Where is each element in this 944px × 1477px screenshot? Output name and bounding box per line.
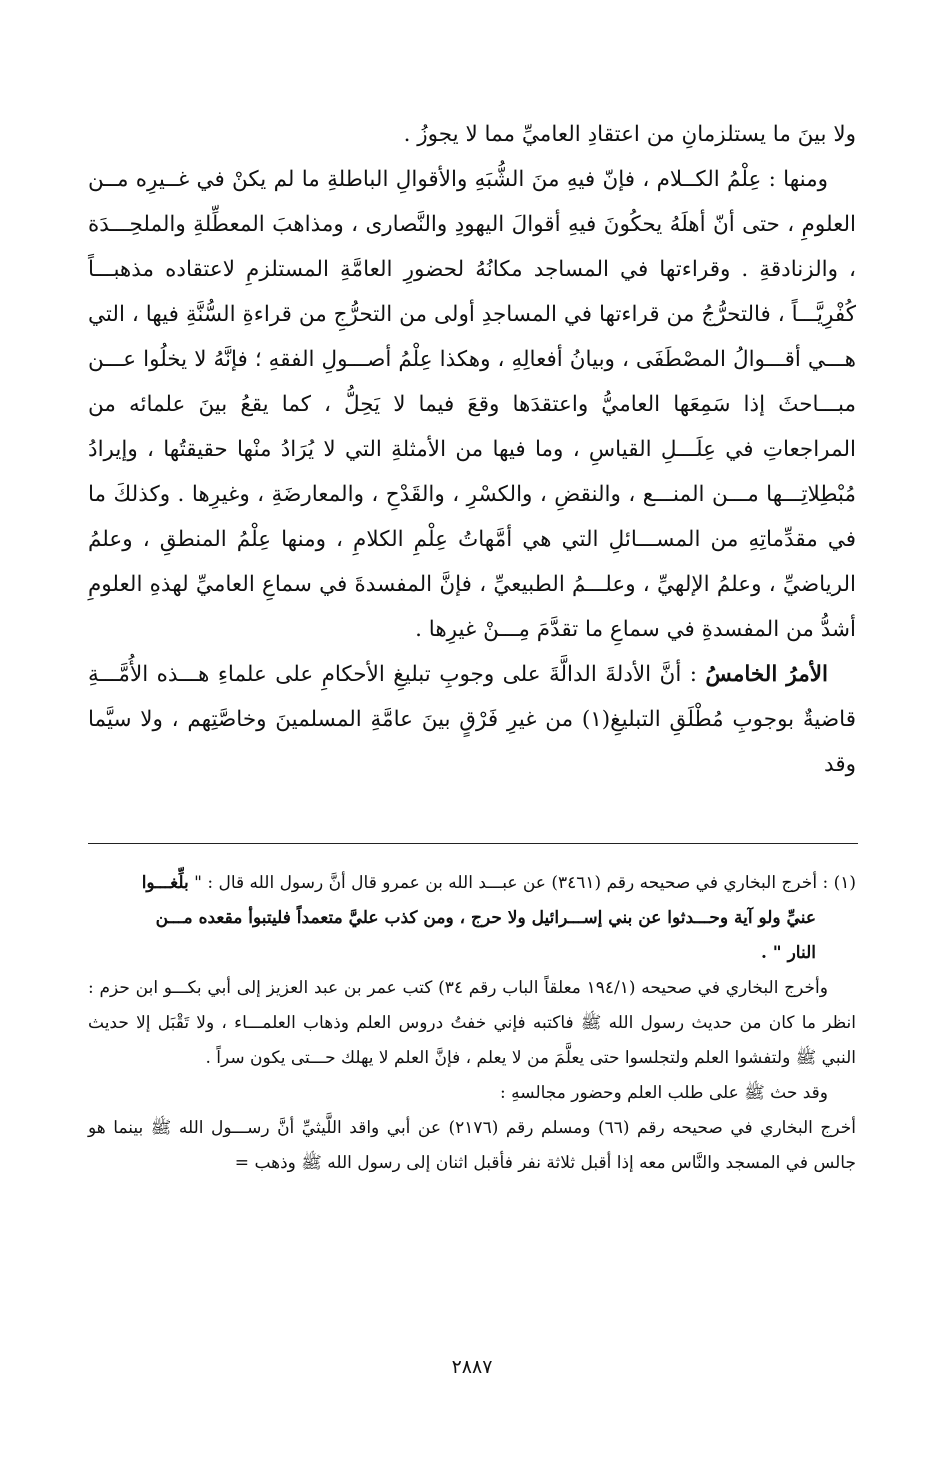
footnote-1-intro: (١) : أخرج البخاري في صحيحه رقم (٣٤٦١) عن عبـــد الله بن عمرو قال أنَّ رسول الله قال : " [188,873,856,893]
footnote-encouragement: وقد حث ﷺ على طلب العلم وحضور مجالسهِ : [500,1083,828,1103]
footnote-divider [88,843,858,844]
section-heading: الأمرُ الخامسُ [705,662,828,687]
footnote-1-hadith-line-2: عنيِّ ولو آية وحـــدثوا عن بني إســـرائيل ولا حرج ، ومن كذب عليَّ متعمداً فليتبوأ مقعده مـــن [155,908,816,928]
paragraph-fifth-matter [88,652,856,787]
footnote-1-hadith-start: بلِّغـــوا [141,873,189,893]
page-number: ٢٨٨٧ [451,1356,493,1378]
paragraph-kalam: ومنها : عِلْمُ الكــلام ، فإنّ فيهِ منَ الشُّبَهِ والأقوالِ الباطلةِ ما لم يكنْ في غــيرِه مــن العلومِ ، حتى أنّ أهلَهُ يحكُونَ فيهِ أقوالَ اليهودِ والنَّصارى ، ومذاهبَ المعطِّلةِ والملحِـــدَة ، والزنادقةِ . وقراءتها في المساجد مكانُهُ لحضورِ العامَّةِ المستلزمِ لاعتقاده مذهبـــاً كُفْرِيَّـــاً ، فالتحرُّجُ من قراءتها في المساجدِ أولى من التحرُّجِ من قراءةِ السُّنَّةِ فيها ، التي هـــي أقـــوالُ المصْطَفَى ، وبيانُ أفعالِهِ ، وهكذا عِلْمُ أصـــولِ الفقهِ ؛ فإنَّهُ لا يخلُوا عـــن مبـــاحثَ إذا سَمِعَها العاميُّ واعتقدَها وقعَ فيما لا يَحِلُّ ، كما يقعُ بينَ علمائه من المراجعاتِ في عِلَـــلِ القياسِ ، وما فيها من الأمثلةِ التي لا يُرَادُ منْها حقيقتُها ، وإيرادُ مُبْطِلاتِـــها مـــن المنـــع ، والنقضِ ، والكسْرِ ، والقَدْحِ ، والمعارضَةِ ، وغيرِها . وكذلكَ ما في مقدِّماتِهِ من المســـائلِ التي هي أمَّهاتُ عِلْمِ الكلامِ ، ومنها عِلْمُ المنطقِ ، وعلمُ الرياضيِّ ، وعلمُ الإلهيِّ ، وعلـــمُ الطبيعيِّ ، فإنَّ المفسدةَ في سماعِ العاميِّ لهذهِ العلومِ أشدُّ من المفسدةِ في سماعِ ما تقدَّمَ مِـــنْ غيرِها . [88,167,856,642]
footnote-1 [88,866,856,901]
footnotes [88,866,856,1181]
main-text [88,112,856,787]
footnote-umar-text: وأخرج البخاري في صحيحه (١٩٤/١ معلقاً الباب رقم ٣٤) كتب عمر بن عبد العزيز إلى أبي بكـــو ابن حزم : انظر ما كان من حديث رسول الله ﷺ فاكتبه فإني خفتُ دروس العلم وذهاب العلمـــاء ، ولا تَقْبَل إلا حديث النبي ﷺ ولتفشوا العلم ولتجلسوا حتى يعلَّمَ من لا يعلم ، فإنَّ العلم لا يهلك حـــتى يكون سراً . [88,978,856,1068]
paragraph-continuation: ولا بينَ ما يستلزمانِ من اعتقادِ العاميِّ مما لا يجوزُ . [403,122,856,147]
paragraph-fifth-matter-text: : أنَّ الأدلةَ الدالَّةَ على وجوبِ تبليغِ الأحكامِ على علماءِ هـــذه الأُمَّـــةِ قاضيةٌ بوجوبِ مُطْلَقِ التبليغِ(١) من غيرِ فَرْقٍ بينَ عامَّةِ المسلمينَ وخاصَّتِهم ، ولا سيَّما وقد [88,662,857,777]
footnote-abu-waqid: أخرج البخاري في صحيحه رقم (٦٦) ومسلم رقم (٢١٧٦) عن أبي واقد اللَّيثيِّ أنَّ رســـول الله ﷺ بينما هو جالس في المسجد والنَّاس معه إذا أقبل ثلاثة نفر فأقبل اثنان إلى رسول الله ﷺ وذهب = [88,1118,856,1173]
footnote-1-hadith-line-3: النار " . [760,943,816,963]
